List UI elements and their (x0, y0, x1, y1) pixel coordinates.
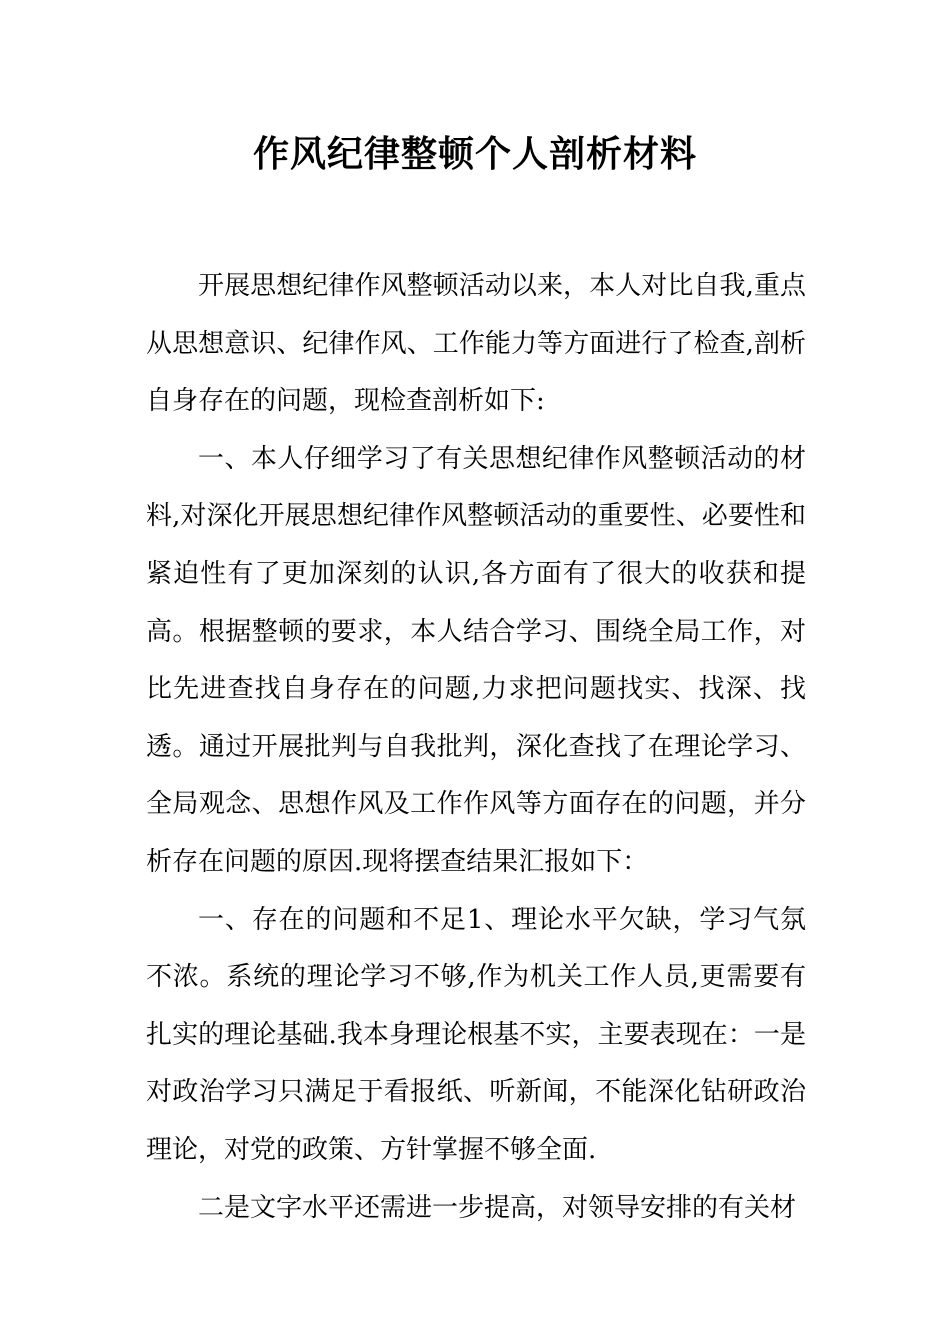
paragraph-intro: 开展思想纪律作风整顿活动以来，本人对比自我,重点从思想意识、纪律作风、工作能力等方面进行了检查,剖析自身存在的问题，现检查剖析如下: (146, 271, 806, 417)
paragraph-writing: 二是文字水平还需进一步提高，对领导安排的有关材 (198, 1192, 797, 1223)
paragraph-problems: 一、存在的问题和不足1、理论水平欠缺，学习气氛不浓。系统的理论学习不够,作为机关工作人员,更需要有扎实的理论基础.我本身理论根基不实，主要表现在：一是对政治学习只满足于看报纸、听新闻，不能深化钻研政治理论，对党的政策、方针掌握不够全面. (146, 904, 806, 1165)
document-body (146, 258, 806, 1237)
paragraph-study: 一、本人仔细学习了有关思想纪律作风整顿活动的材料,对深化开展思想纪律作风整顿活动的重要性、必要性和紧迫性有了更加深刻的认识,各方面有了很大的收获和提高。根据整顿的要求，本人结合学习、围绕全局工作，对比先进查找自身存在的问题,力求把问题找实、找深、找透。通过开展批判与自我批判，深化查找了在理论学习、全局观念、思想作风及工作作风等方面存在的问题，并分析存在问题的原因.现将摆查结果汇报如下： (146, 443, 806, 877)
document-title: 作风纪律整顿个人剖析材料 (252, 133, 697, 175)
